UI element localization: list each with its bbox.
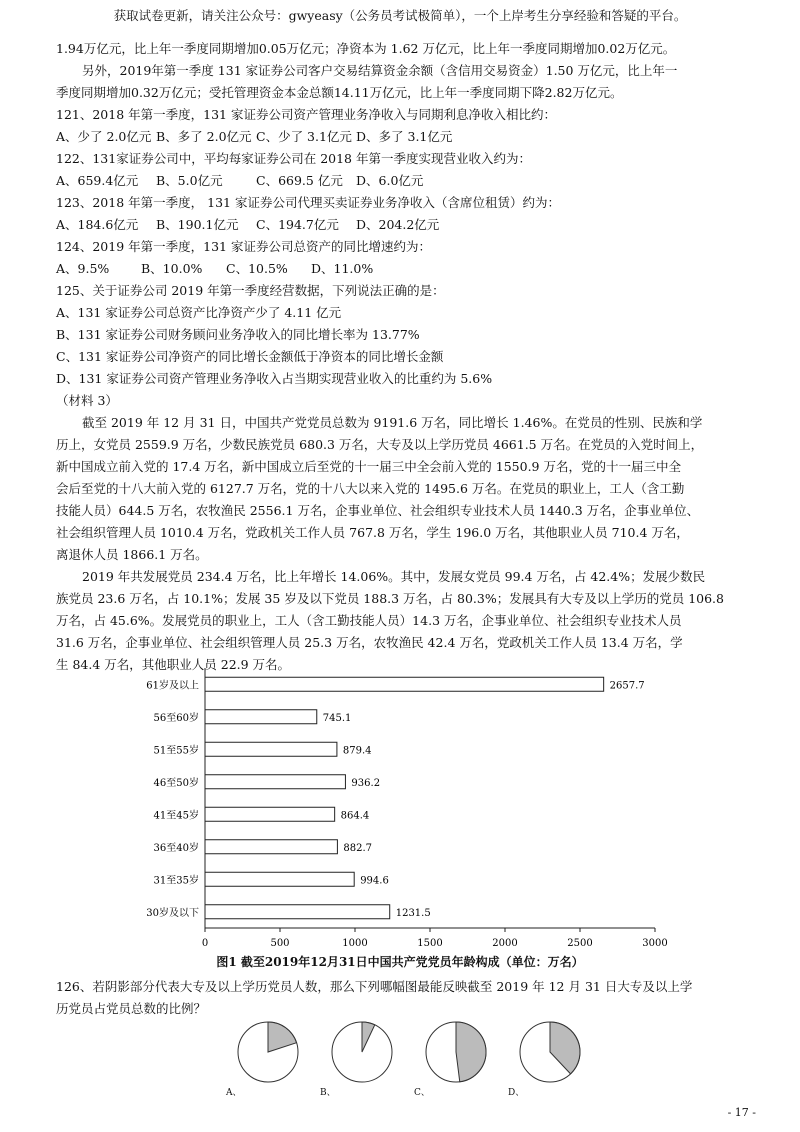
category-label: 46至50岁 [153,777,199,789]
chart-caption: 图1 截至2019年12月31日中国共产党党员年龄构成（单位：万名） [216,955,584,969]
x-tick-label: 2000 [492,938,518,949]
x-tick-label: 1000 [342,938,368,949]
option-c: C、669.5 亿元 [256,173,343,188]
pie-a-label: A、 [226,1088,242,1098]
pie-b [330,1020,394,1084]
question-122-options [56,172,752,190]
question-123-stem: 123、2018 年第一季度， 131 家证券公司代理买卖证券业务净收入（含席位租赁）约为： [56,195,560,210]
question-126-stem: 126、若阴影部分代表大专及以上学历党员人数，那么下列哪幅图最能反映截至 2019 年 12 月 31 日大专及以上学 [56,979,693,994]
text-line: 2019 年共发展党员 234.4 万名，比上年增长 14.06%。其中，发展女党员 99.4 万名，占 42.4%；发展少数民 [82,569,706,584]
page-number: - 17 - [727,1106,756,1119]
bar-value-label: 879.4 [342,745,372,757]
x-tick-label: 500 [270,938,290,949]
text-line: 万名，占 45.6%。发展党员的职业上，工人（含工勤技能人员）14.3 万名，企事业单位、社会组织专业技术人员 [56,613,682,628]
question-125-stem: 125、关于证券公司 2019 年第一季度经营数据，下列说法正确的是： [56,283,445,298]
question-125-option-d: D、131 家证券公司资产管理业务净收入占当期实现营业收入的比重约为 5.6% [56,371,493,386]
category-label: 36至40岁 [153,842,199,854]
question-123-options [56,216,752,234]
pie-d-label: D、 [508,1088,525,1098]
x-tick-label: 1500 [417,938,443,949]
pie-c-label: C、 [414,1088,430,1098]
bar-value-label: 882.7 [343,842,373,854]
bar [205,710,317,724]
question-126-stem-cont: 历党员占党员总数的比例？ [56,1001,207,1016]
option-b: B、10.0% [141,261,203,276]
question-125-option-c: C、131 家证券公司净资产的同比增长金额低于净资本的同比增长金额 [56,349,444,364]
pie-c [424,1020,488,1084]
bar [205,807,335,821]
age-bar-chart [120,660,680,950]
option-a: A、9.5% [56,261,110,276]
category-label: 51至55岁 [153,745,199,757]
bar-value-label: 745.1 [322,712,352,724]
option-c: C、10.5% [226,261,288,276]
option-a: A、184.6亿元 [56,217,139,232]
option-d: D、多了 3.1亿元 [356,129,453,144]
bar [205,775,345,789]
page-header: 获取试卷更新，请关注公众号：gwyeasy（公务员考试极简单），一个上岸考生分享经验和答疑的平台。 [113,8,687,23]
text-line: 新中国成立前入党的 17.4 万名，新中国成立后至党的十一届三中全会前入党的 1550.9 万名，党的十一届三中全 [56,459,681,474]
category-label: 31至35岁 [153,875,199,887]
category-label: 56至60岁 [153,712,199,724]
option-c: C、少了 3.1亿元 [256,129,352,144]
category-label: 30岁及以下 [146,907,199,919]
text-line: 技能人员）644.5 万名，农牧渔民 2556.1 万名，企事业单位、社会组织专业技术人员 1440.3 万名，企事业单位、 [56,503,700,518]
bar-value-label: 864.4 [340,810,370,822]
text-line: 31.6 万名，企事业单位、社会组织管理人员 25.3 万名，农牧渔民 42.4 万名，党政机关工作人员 13.4 万名，学 [56,635,683,650]
text-line: 会后至党的十八大前入党的 6127.7 万名，党的十八大以来入党的 1495.6 万名。在党员的职业上，工人（含工勤 [56,481,685,496]
bar-value-label: 936.2 [351,777,381,789]
text-line: 历上，女党员 2559.9 万名，少数民族党员 680.3 万名，大专及以上学历党员 4661.5 万名。在党员的入党时间上， [56,437,704,452]
x-tick-label: 3000 [642,938,668,949]
option-a: A、659.4亿元 [56,173,139,188]
text-line: 另外，2019年第一季度 131 家证券公司客户交易结算资金余额（含信用交易资金）1.50 万亿元，比上年一 [82,63,678,78]
question-121-options [56,128,752,146]
category-label: 41至45岁 [153,810,199,822]
question-125-option-b: B、131 家证券公司财务顾问业务净收入的同比增长率为 13.77% [56,327,420,342]
bar [205,840,337,854]
question-124-stem: 124、2019 年第一季度，131 家证券公司总资产的同比增速约为： [56,239,431,254]
option-b: B、多了 2.0亿元 [156,129,252,144]
question-122-stem: 122、131家证券公司中，平均每家证券公司在 2018 年第一季度实现营业收入约为： [56,151,531,166]
pie-b-label: B、 [320,1088,336,1098]
pie-shaded-slice [456,1022,486,1082]
text-line: 生 84.4 万名，其他职业人员 22.9 万名。 [56,657,291,672]
pie-d [518,1020,582,1084]
x-tick-label: 2500 [567,938,593,949]
text-line: 离退休人员 1866.1 万名。 [56,547,208,562]
option-d: D、6.0亿元 [356,173,424,188]
question-124-options [56,260,752,278]
option-a: A、少了 2.0亿元 [56,129,152,144]
bar-value-label: 1231.5 [395,907,431,919]
bar [205,677,604,691]
bar-value-label: 994.6 [360,875,389,887]
category-label: 61岁及以上 [146,680,199,692]
question-125-option-a: A、131 家证券公司总资产比净资产少了 4.11 亿元 [56,305,342,320]
x-tick-label: 0 [201,938,209,949]
bar [205,905,390,919]
bar-value-label: 2657.7 [609,680,645,692]
text-line: 季度同期增加0.32万亿元；受托管理资金本金总额14.11万亿元，比上年一季度同期下降2.82万亿元。 [56,85,623,100]
option-b: B、190.1亿元 [156,217,239,232]
option-d: D、11.0% [311,261,374,276]
bar [205,872,354,886]
option-d: D、204.2亿元 [356,217,440,232]
option-c: C、194.7亿元 [256,217,339,232]
bar [205,742,337,756]
pie-a [236,1020,300,1084]
option-b: B、5.0亿元 [156,173,223,188]
text-line: 截至 2019 年 12 月 31 日，中国共产党党员总数为 9191.6 万名，同比增长 1.46%。在党员的性别、民族和学 [82,415,703,430]
text-line: 社会组织管理人员 1010.4 万名，党政机关工作人员 767.8 万名，学生 196.0 万名，其他职业人员 710.4 万名， [56,525,689,540]
text-line: 1.94万亿元，比上年一季度同期增加0.05万亿元；净资本为 1.62 万亿元，比上年一季度同期增加0.02万亿元。 [56,41,676,56]
question-121-stem: 121、2018 年第一季度，131 家证券公司资产管理业务净收入与同期利息净收入相比约： [56,107,556,122]
material-label: （材料 3） [56,393,118,408]
text-line: 族党员 23.6 万名，占 10.1%；发展 35 岁及以下党员 188.3 万名，占 80.3%；发展具有大专及以上学历的党员 106.8 [56,591,724,606]
